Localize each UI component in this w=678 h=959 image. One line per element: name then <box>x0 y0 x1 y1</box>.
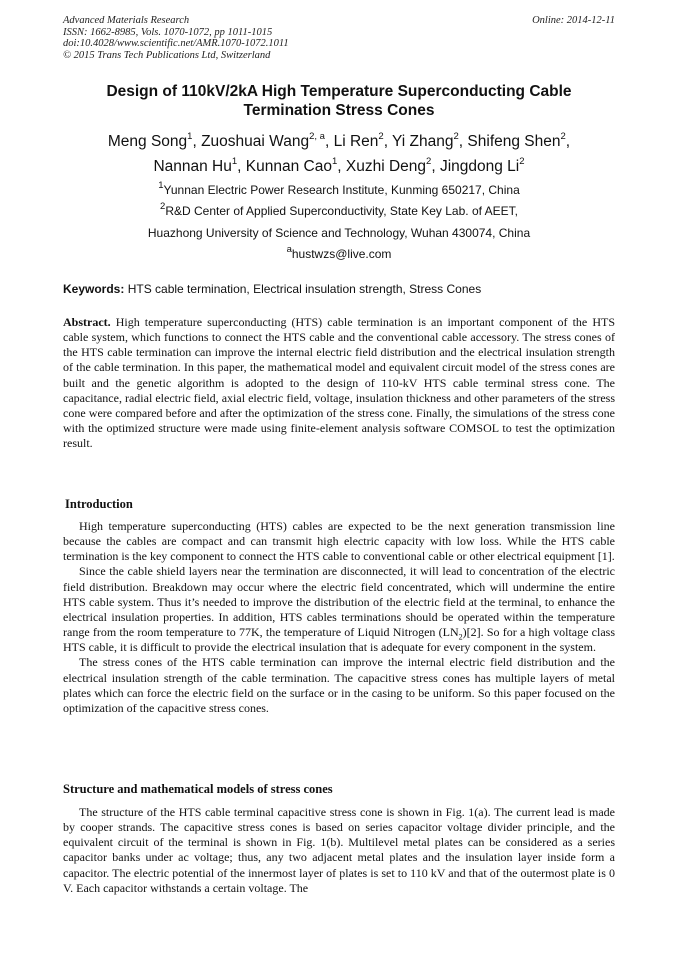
author-name: Jingdong Li <box>439 158 520 175</box>
structure-body <box>63 805 615 896</box>
abstract-text: High temperature superconducting (HTS) cable termination is an important component of the HTS cable system, which functions to connect the HTS cable and the conventional cable accessory. The stress cones of the HTS cable termination can improve the internal electric field distribution and the electrical insulation strength of the cable termination. In this paper, the mathematical model and equivalent circuit model of the stress cones are built and the genetic algorithm is adopted to the design of 110-kV HTS cable terminal stress cone. The capacitance, radial electric field, axial electric field, voltage, insulation thickness and other parameters of the stress cone were compared before and after the optimization of the stress cone. Finally, the simulations of the stress cone with the optimized structure were made using finite-element analysis software COMSOL to test the optimization result. <box>63 315 615 451</box>
paragraph-text: Since the cable shield layers near the termination are disconnected, it will lead to concentration of the electric field distribution. Breakdown may occur where the electric field concentrated, which will undermine the entire HTS cable system. Thus it’s needed to improve the distribution of the electric field at the terminal, to enhance the electrical insulation properties. In addition, HTS cables terminations should be operated within the temperature range from the room temperature to 77K, the temperature of Liquid Nitrogen (LN <box>63 564 615 640</box>
author-name: Li Ren <box>333 133 379 150</box>
affiliation-2-cont <box>40 226 638 240</box>
paper-title <box>40 82 638 120</box>
journal-name: Advanced Materials Research <box>63 15 190 26</box>
affil-text: Huazhong University of Science and Technology, Wuhan 430074, China <box>147 226 531 240</box>
author-list <box>40 129 638 179</box>
email-mark: a <box>286 244 292 255</box>
author-affil-mark: 1 <box>187 130 193 142</box>
affil-mark: 2 <box>160 201 166 212</box>
author-affil-mark: 2 <box>560 130 566 142</box>
abstract-label: Abstract. <box>63 315 111 329</box>
affiliation-2 <box>40 201 638 218</box>
affil-text: Yunnan Electric Power Research Institute, Kunming 650217, China <box>163 183 520 197</box>
author-affil-mark: 2 <box>378 130 384 142</box>
doi-line: doi:10.4028/www.scientific.net/AMR.1070-1072.1011 <box>63 38 289 49</box>
introduction-body <box>63 519 615 716</box>
running-header <box>63 15 615 61</box>
abstract <box>63 315 615 451</box>
author-name: Meng Song <box>107 133 188 150</box>
paragraph: The stress cones of the HTS cable termination can improve the internal electric field distribution and the electrical insulation strength of the cable termination. The capacitive stress cones has multiple layers of metal plates which can force the electric field on the surface or in the casing to be uniform. So this paper focused on the optimization of the capacitive stress cones. <box>63 655 615 715</box>
author-affil-mark: 2 <box>453 130 459 142</box>
author-name: Kunnan Cao <box>245 158 332 175</box>
online-date: Online: 2014-12-11 <box>532 15 615 26</box>
issn-line: ISSN: 1662-8985, Vols. 1070-1072, pp 1011-1015 <box>63 26 273 38</box>
author-name: Shifeng Shen <box>467 133 561 150</box>
paragraph: High temperature superconducting (HTS) cables are expected to be the next generation transmission line because the cables are compact and can transmit high electric capacity with low loss. While the HTS cable termination is the key component to connect the HTS cable to conventional cable or other electrical equipment [1]. <box>63 519 615 564</box>
author-affil-mark: 1 <box>331 155 338 167</box>
paragraph-text: )[2]. So for a high voltage class HTS cable, it is difficult to provide the electrical insulation that is adequate for every component in the system. <box>63 625 615 655</box>
author-name: Yi Zhang <box>392 133 454 150</box>
affiliation-1 <box>40 180 638 197</box>
subscript: 2 <box>458 632 463 642</box>
affil-mark: 1 <box>158 180 164 191</box>
keywords-text: HTS cable termination, Electrical insulation strength, Stress Cones <box>127 282 482 296</box>
title-line-2: Termination Stress Cones <box>243 102 435 119</box>
author-name: Xuzhi Deng <box>345 158 427 175</box>
section-heading-structure: Structure and mathematical models of stress cones <box>63 782 333 796</box>
paragraph <box>63 564 615 655</box>
email-address: hustwzs@live.com <box>291 247 392 261</box>
author-affil-mark: 2, a <box>309 130 325 142</box>
author-affil-mark: 1 <box>231 155 238 167</box>
author-name: Nannan Hu <box>153 158 232 175</box>
affil-text: R&D Center of Applied Superconductivity, State Key Lab. of AEET, <box>165 204 518 218</box>
author-affil-mark: 2 <box>426 155 432 167</box>
title-line-1: Design of 110kV/2kA High Temperature Superconducting Cable <box>106 83 572 100</box>
author-affil-mark: 2 <box>519 155 525 167</box>
author-name: Zuoshuai Wang <box>201 133 310 150</box>
keywords <box>63 282 618 297</box>
paragraph: The structure of the HTS cable terminal capacitive stress cone is shown in Fig. 1(a). The current lead is made by cooper strands. The capacitive stress cones is based on series capacitor voltage divider principle, and the equivalent circuit of the terminal is shown in Fig. 1(b). Multilevel metal plates can be considered as a series capacitor banks under ac voltage; thus, any two adjacent metal plates and the insulation layer inside form a capacitor. The electric potential of the innermost layer of plates is set to 110 kV and that of the outermost plate is 0 V. Each capacitor withstands a certain voltage. The <box>63 805 615 895</box>
author-line-2: Nannan Hu$^1$, Kunnan Cao$^1$, Xuzhi Deng$^2$, Jingdong Li$^2$ <box>153 155 525 175</box>
keywords-label: Keywords: <box>63 282 125 296</box>
copyright-line: © 2015 Trans Tech Publications Ltd, Switzerland <box>63 49 271 61</box>
author-line-1: Meng Song$^1$, Zuoshuai Wang$^{2, a}$, Li Ren$^2$, Yi Zhang$^2$, Shifeng Shen$^2$, <box>107 130 571 150</box>
email-line <box>40 244 638 261</box>
section-heading-introduction: Introduction <box>65 497 133 511</box>
